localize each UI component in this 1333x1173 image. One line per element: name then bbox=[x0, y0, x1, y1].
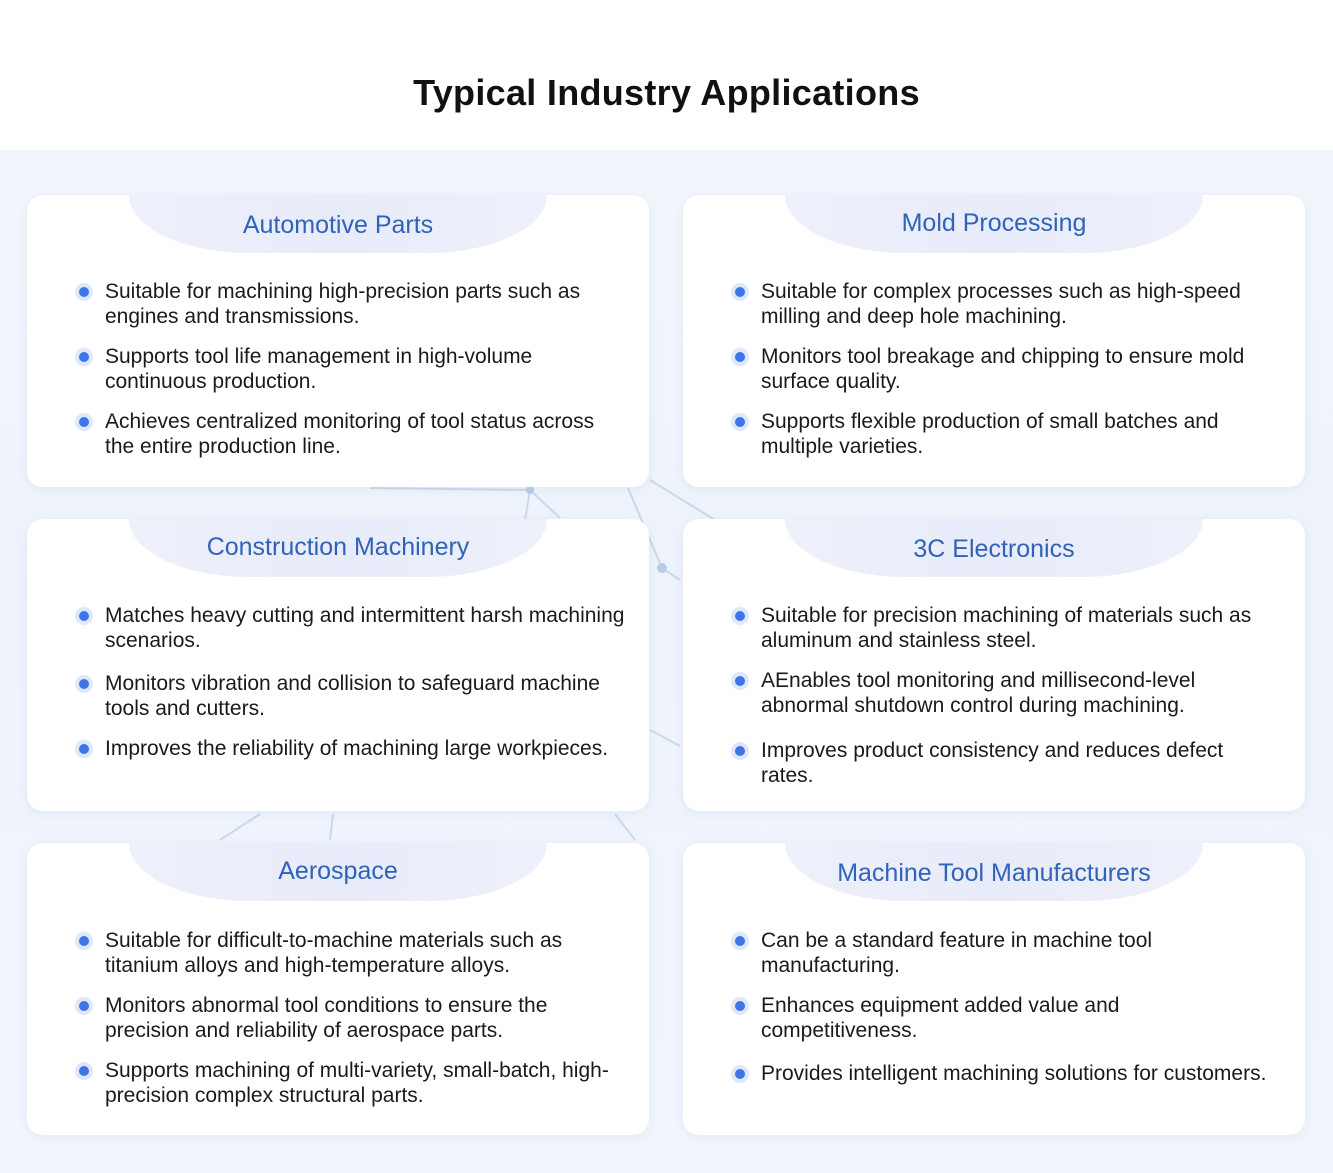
list-item-text: Monitors vibration and collision to safeguard machine tools and cutters. bbox=[105, 672, 600, 720]
list-item bbox=[75, 344, 625, 394]
list-item-text: Supports tool life management in high-volume continuous production. bbox=[105, 345, 533, 393]
bullet-icon bbox=[731, 997, 749, 1015]
card-3c-electronics bbox=[683, 519, 1305, 811]
card-mold-processing bbox=[683, 195, 1305, 487]
feature-list bbox=[731, 603, 1281, 803]
bullet-icon bbox=[75, 740, 93, 758]
list-item bbox=[731, 928, 1281, 978]
bullet-icon bbox=[731, 932, 749, 950]
card-title: Machine Tool Manufacturers bbox=[837, 859, 1151, 887]
list-item bbox=[75, 736, 625, 761]
bullet-icon bbox=[731, 283, 749, 301]
list-item bbox=[731, 1061, 1281, 1086]
list-item bbox=[75, 279, 625, 329]
bullet-icon bbox=[731, 1065, 749, 1083]
list-item-text: Suitable for difficult-to-machine materials such as titanium alloys and high-temperature alloys. bbox=[105, 929, 563, 977]
list-item bbox=[75, 603, 625, 653]
bullet-icon bbox=[75, 348, 93, 366]
card-title: Construction Machinery bbox=[206, 533, 470, 561]
bullet-icon bbox=[731, 413, 749, 431]
list-item bbox=[731, 603, 1281, 653]
list-item bbox=[731, 993, 1281, 1043]
card-title: Aerospace bbox=[278, 857, 398, 885]
list-item-text: Matches heavy cutting and intermittent harsh machining scenarios. bbox=[105, 604, 625, 652]
bullet-icon bbox=[731, 742, 749, 760]
list-item-text: Supports machining of multi-variety, small-batch, high-precision complex structural parts. bbox=[105, 1059, 609, 1107]
bullet-icon bbox=[75, 607, 93, 625]
page-title: Typical Industry Applications bbox=[413, 72, 920, 113]
list-item bbox=[731, 668, 1281, 718]
list-item bbox=[731, 344, 1281, 394]
bullet-icon bbox=[75, 997, 93, 1015]
feature-list bbox=[731, 279, 1281, 474]
list-item-text: Suitable for complex processes such as high-speed milling and deep hole machining. bbox=[761, 280, 1241, 328]
list-item-text: Enhances equipment added value and competitiveness. bbox=[761, 994, 1120, 1042]
list-item-text: Improves the reliability of machining large workpieces. bbox=[105, 737, 609, 760]
list-item bbox=[75, 409, 625, 459]
bullet-icon bbox=[731, 607, 749, 625]
bullet-icon bbox=[731, 348, 749, 366]
card-aerospace bbox=[27, 843, 649, 1135]
bullet-icon bbox=[75, 413, 93, 431]
list-item bbox=[731, 738, 1281, 788]
list-item-text: Achieves centralized monitoring of tool status across the entire production line. bbox=[105, 410, 595, 458]
card-title: 3C Electronics bbox=[913, 535, 1075, 563]
bullet-icon bbox=[75, 675, 93, 693]
bullet-icon bbox=[731, 672, 749, 690]
list-item-text: Monitors tool breakage and chipping to ensure mold surface quality. bbox=[761, 345, 1245, 393]
list-item-text: Provides intelligent machining solutions for customers. bbox=[761, 1062, 1267, 1085]
list-item-text: Suitable for precision machining of materials such as aluminum and stainless steel. bbox=[761, 604, 1252, 652]
list-item bbox=[75, 928, 625, 978]
card-title: Mold Processing bbox=[901, 209, 1087, 237]
bullet-icon bbox=[75, 1062, 93, 1080]
list-item-text: Suitable for machining high-precision parts such as engines and transmissions. bbox=[105, 280, 581, 328]
list-item-text: Supports flexible production of small batches and multiple varieties. bbox=[761, 410, 1219, 458]
card-title: Automotive Parts bbox=[242, 211, 434, 239]
list-item bbox=[75, 671, 625, 721]
list-item bbox=[731, 279, 1281, 329]
feature-list bbox=[75, 928, 625, 1123]
list-item-text: Monitors abnormal tool conditions to ensure the precision and reliability of aerospace parts. bbox=[105, 994, 548, 1042]
list-item-text: AEnables tool monitoring and millisecond-level abnormal shutdown control during machining. bbox=[761, 669, 1196, 717]
list-item bbox=[75, 993, 625, 1043]
feature-list bbox=[731, 928, 1281, 1101]
list-item-text: Can be a standard feature in machine tool manufacturing. bbox=[761, 929, 1153, 977]
list-item bbox=[75, 1058, 625, 1108]
bullet-icon bbox=[75, 283, 93, 301]
list-item bbox=[731, 409, 1281, 459]
card-construction-machinery bbox=[27, 519, 649, 811]
card-automotive-parts bbox=[27, 195, 649, 487]
bullet-icon bbox=[75, 932, 93, 950]
feature-list bbox=[75, 279, 625, 474]
list-item-text: Improves product consistency and reduces defect rates. bbox=[761, 739, 1224, 787]
feature-list bbox=[75, 603, 625, 776]
card-machine-tool-manufacturers bbox=[683, 843, 1305, 1135]
